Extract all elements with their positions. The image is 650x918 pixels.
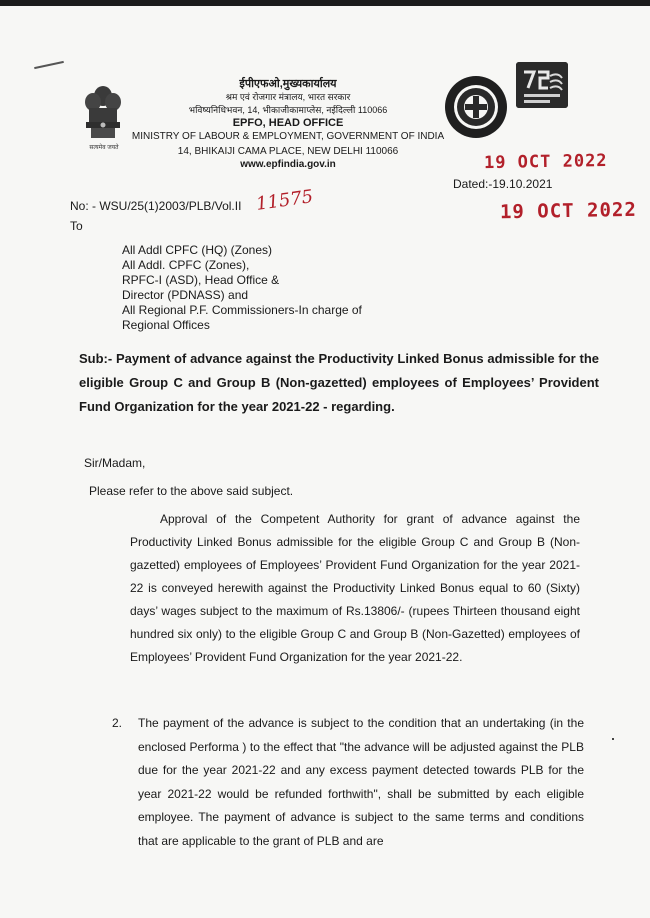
to-label: To [70, 219, 83, 233]
emblem-caption: सत्यमेव जयते [89, 145, 119, 151]
paragraph-1: Approval of the Competent Authority for grant of advance against the Productivity Linked Bonus admissible for the eligible Group C and Group B (Non-gazetted) employees of Employees’ Provident Fund Organization for the year 2021-22 is conveyed herewith against the Productivity Linked Bonus equal to 60 (Sixty) days’ wages subject to the maximum of Rs.13806/- (rupees Thirteen thousand eight hundred six only) to the eligible Group C and Group B (Non-Gazetted) employees of Employees’ Provident Fund Organization for the year 2021-22. [130, 512, 580, 664]
received-stamp-top: 19 OCT 2022 [483, 150, 608, 174]
website-link[interactable]: www.epfindia.gov.in [240, 159, 336, 170]
received-stamp-bottom: 19 OCT 2022 [499, 198, 638, 224]
hindi-address: भविष्यनिधिभवन, 14, भीकाजीकामाप्लेस, नईदिल्ली 110066 [188, 105, 388, 115]
addressee-line: Regional Offices [122, 318, 210, 332]
letterhead [128, 78, 448, 171]
subject-line: Sub:- Payment of advance against the Productivity Linked Bonus admissible for the eligible Group C and Group B (Non-gazetted) employees of Employees’ Provident Fund Organization for the year 2021-22 - regarding. [79, 351, 599, 414]
addressee-line: Director (PDNASS) and [122, 288, 249, 302]
paragraph-2-number: 2. [112, 716, 123, 730]
scan-pen-mark [34, 61, 64, 69]
office-name: EPFO, HEAD OFFICE [232, 117, 344, 129]
national-emblem-icon [80, 82, 126, 148]
addressee-line: All Addl CPFC (HQ) (Zones) [122, 243, 273, 257]
addressee-line: All Regional P.F. Commissioners-In charge of [122, 303, 362, 317]
ministry-name: MINISTRY OF LABOUR & EMPLOYMENT, GOVERNMENT OF INDIA [131, 131, 445, 142]
addressee-list [122, 243, 362, 333]
hindi-ministry-name: श्रम एवं रोजगार मंत्रालय, भारत सरकार [225, 92, 351, 102]
reference-number: No: - WSU/25(1)2003/PLB/Vol.II [70, 199, 242, 213]
handwritten-diary-number: 11575 [254, 186, 315, 215]
addressee-line: RPFC-I (ASD), Head Office & [122, 273, 280, 287]
azadi-ka-amrit-mahotsav-logo-icon [516, 62, 568, 108]
letter-date: Dated:-19.10.2021 [453, 177, 553, 191]
intro-sentence: Please refer to the above said subject. [89, 484, 294, 498]
office-address: 14, BHIKAIJI CAMA PLACE, NEW DELHI 110066 [177, 146, 399, 157]
epfo-logo-icon [443, 74, 509, 140]
paragraph-2 [112, 712, 584, 853]
scan-top-border [0, 0, 650, 6]
salutation: Sir/Madam, [84, 456, 146, 470]
paragraph-2-text: The payment of the advance is subject to the condition that an undertaking (in the enclosed Performa ) to the effect that "the advance will be adjusted against the PLB due for the year 2021-22 and any excess payment detected towards PLB for the year 2021-22 would be refunded forthwith", shall be submitted by each eligible employee. The payment of advance is subject to the same terms and conditions that are applicable to the grant of PLB and are [138, 716, 584, 848]
hindi-office-name: ईपीएफओ,मुख्यकार्यालय [239, 78, 337, 90]
addressee-line: All Addl. CPFC (Zones), [122, 258, 250, 272]
scan-dot-mark [612, 738, 614, 740]
